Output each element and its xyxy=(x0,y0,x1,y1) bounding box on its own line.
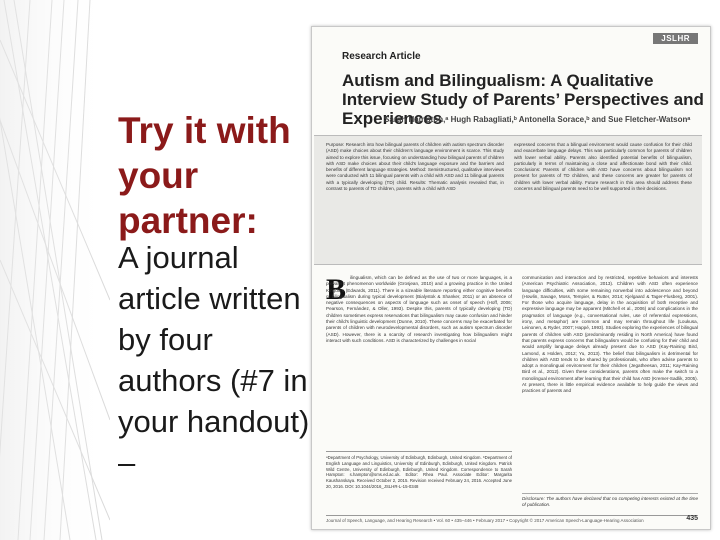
journal-footer: Journal of Speech, Language, and Hearing Research • Vol. 60 • 435–446 • February 2017 • Copyright © 2017 American Speech-Language-Hearing Association xyxy=(326,515,696,523)
disclosure-note: Disclosure: The authors have declared that no competing interests existed at the time of publication. xyxy=(522,496,698,508)
body-left-column: ilingualism, which can be defined as the use of two or more languages, is a prevalent phenomenon worldwide (Grosjean, 2010) and a growing practice in the United Kingdom (Edwards, 2011). There is a sizeable literature reporting either cognitive benefits of bilingualism during typical development (Bialystok & Shanker, 2011) or an absence of negative consequences on aspects of language such as onset of speech (Hoff, 2006; Pearson, Fernández, & Oller, 1993). Despite this, parents of typically developing (TD) children sometimes express reservations that bilingualism may cause confusion and hinder their child's linguistic development (Dunne, 2010). These concerns may be exacerbated for parents of children with neurodevelopmental disorders, such as autism spectrum disorder (ASD). However, there is a scarcity of research investigating how bilingualism might interact with such conditions. ASD is characterized by challenges in social xyxy=(326,275,512,343)
journal-article-page xyxy=(311,26,711,530)
article-type-label: Research Article xyxy=(342,51,421,62)
decorative-lines xyxy=(0,0,110,540)
abstract-right-column: expressed concerns that a bilingual environment would cause confusion for their child and exacerbate language delays. This was particularly common for parents of children with lower verbal ability. Parents also identified potential benefits of bilingualism, particularly in terms of maintaining a close and affectionate bond with their child. Conclusions: Parents of children with ASD have concerns about bilingualism not present for parents of TD children, and these concerns are greater for parents of children with lower verbal ability. Future research in this area should address these concerns and bilingual parents need to be well supported in their decisions. xyxy=(514,142,692,192)
journal-tag: JSLHR xyxy=(653,33,698,44)
abstract-box xyxy=(314,135,702,265)
body-right-column: communication and interaction and by restricted, repetitive behaviors and interests (American Psychiatric Association, 2013). Children with ASD often experience language difficulties, with some remaining nonverbal into adolescence and beyond (Howlin, Savage, Moss, Tempier, & Rutter, 2014; Kjelgaard & Tager-Flusberg, 2001). For those who acquire language, delay in the acquisition of both receptive and expressive language may be apparent (Mitchell et al., 2006) and complications in the pragmatics of language (e.g., conversational rules, use of referential expressions, irony, and metaphor) are common and may remain throughout life (Loukusa, Leinonen, & Ryder, 2007; Happé, 1993). Studies exploring the experiences of bilingual parents of children with ASD (predominantly residing in North America) have found that parents express concerns that bilingualism would be confusing for their child and would amplify language delays already present due to ASD (Kay-Raining Bird, Lamond, & Holden, 2012; Yu, 2013). The belief that bilingualism is detrimental for children with ASD tends to be shared by professionals, who often advise parents to adopt a monolingual environment for their children (Jegatheesan, 2011; Kay-Raining Bird et al., 2012). Given these considerations, parents often make the switch to a monolingual environment after learning that their child has ASD (Kremer-Sadlik, 2005). At present, there is little empirical evidence available to help guide the views and practices of parents and xyxy=(522,275,698,394)
page-number: 435 xyxy=(686,515,698,522)
footnote-divider xyxy=(326,451,512,452)
drop-cap: B xyxy=(326,273,347,306)
slide-body-text: A journal article written by four authors (#7 in your handout) – xyxy=(118,240,310,480)
article-footnotes: ᵃDepartment of Psychology, University of Edinburgh, Edinburgh, United Kingdom. ᵇDepartment of English Language and Linguistics, University of Edinburgh, Edinburgh, United Kingdom. Patrick Wild Centre, University of Edinburgh, Edinburgh, United Kingdom. Correspondence to Sarah Hampton: s.hampton@sms.ed.ac.uk. Editor: Rhea Paul. Associate Editor: Margarita Kaushanskaya. Received October 2, 2015. Revision received February 24, 2016. Accepted June 20, 2016. DOI: 10.1044/2016_JSLHR-L-15-0348 xyxy=(326,455,512,489)
article-title: Autism and Bilingualism: A Qualitative Interview Study of Parents’ Perspectives and Experiences xyxy=(342,71,704,128)
article-authors: Sarah Hampton,ᵃ Hugh Rabagliati,ᵇ Antonella Sorace,ᵇ and Sue Fletcher-Watsonᵃ xyxy=(384,115,691,124)
slide-heading: Try it with your partner: xyxy=(118,110,291,241)
abstract-left-column: Purpose: Research into how bilingual parents of children with autism spectrum disorder (ASD) make choices about their children's language environment is scarce. This study aimed to explore this issue, focusing on understanding how bilingual parents of children with ASD make choices about their child's language exposure and the barriers and benefits of different language strategies. Method: Semistructured, qualitative interviews were conducted with 11 bilingual parents with a child with ASD and 11 bilingual parents with a typically developing (TD) child. Results: Thematic analysis revealed that, in contrast to parents of TD children, parents with a child with ASD xyxy=(326,142,504,192)
